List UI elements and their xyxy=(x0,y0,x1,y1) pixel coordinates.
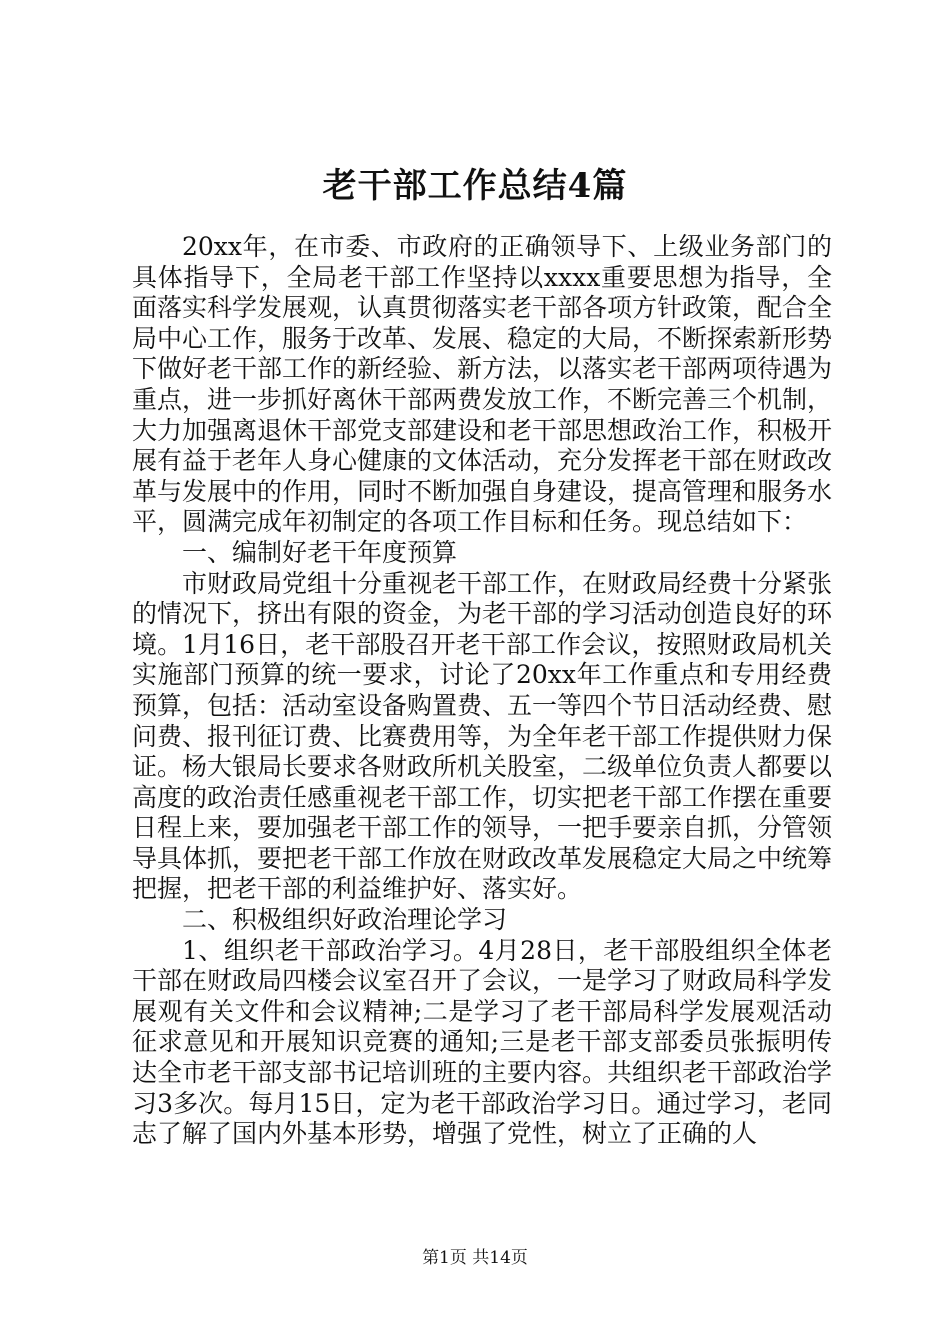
section-heading: 一、编制好老干年度预算 xyxy=(182,537,458,567)
paragraph: 20xx年，在市委、市政府的正确领导下、上级业务部门的具体指导下，全局老干部工作坚持以xxxx重要思想为指导，全面落实科学发展观，认真贯彻落实老干部各项方针政策，配合全局中心工作，服务于改革、发展、稳定的大局，不断探索新形势下做好老干部工作的新经验、新方法，以落实老干部两项待遇为重点，进一步抓好离休干部两费发放工作，不断完善三个机制，大力加强离退休干部党支部建设和老干部思想政治工作，积极开展有益于老年人身心健康的文体活动，充分发挥老干部在财政改革与发展中的作用，同时不断加强自身建设，提高管理和服务水平，圆满完成年初制定的各项工作目标和任务。现总结如下： xyxy=(132,232,833,537)
paragraph: 1、组织老干部政治学习。4月28日，老干部股组织全体老干部在财政局四楼会议室召开了会议，一是学习了财政局科学发展观有关文件和会议精神;二是学习了老干部局科学发展观活动征求意见和开展知识竞赛的通知;三是老干部支部委员张振明传达全市老干部支部书记培训班的主要内容。共组织老干部政治学习3多次。每月15日，定为老干部政治学习日。通过学习，老同志了解了国内外基本形势，增强了党性，树立了正确的人 xyxy=(132,935,833,1149)
page-footer: 第1页 共14页 xyxy=(422,1248,528,1268)
paragraph: 市财政局党组十分重视老干部工作，在财政局经费十分紧张的情况下，挤出有限的资金，为老干部的学习活动创造良好的环境。1月16日，老干部股召开老干部工作会议，按照财政局机关实施部门预算的统一要求，讨论了20xx年工作重点和专用经费预算，包括：活动室设备购置费、五一等四个节日活动经费、慰问费、报刊征订费、比赛费用等，为全年老干部工作提供财力保证。杨大银局长要求各财政所机关股室，二级单位负责人都要以高度的政治责任感重视老干部工作，切实把老干部工作摆在重要日程上来，要加强老干部工作的领导，一把手要亲自抓，分管领导具体抓，要把老干部工作放在财政改革发展稳定大局之中统筹把握，把老干部的利益维护好、落实好。 xyxy=(132,568,833,904)
document-body xyxy=(132,232,832,1150)
document-title: 老干部工作总结4篇 xyxy=(322,166,628,206)
section-heading: 二、积极组织好政治理论学习 xyxy=(182,905,508,935)
